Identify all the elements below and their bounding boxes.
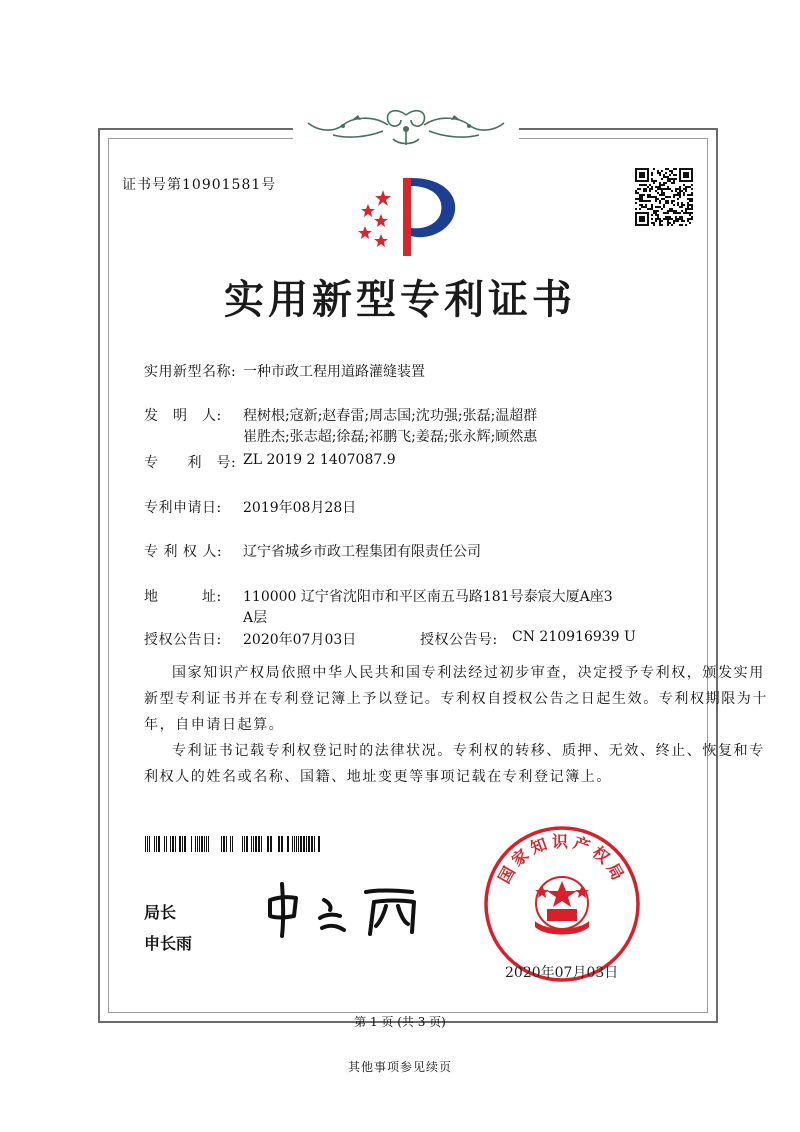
patent-number-label: 专 利 号: bbox=[144, 455, 237, 471]
handwritten-signature bbox=[262, 878, 432, 940]
seal-arc-text: 国家知识产权局 bbox=[494, 832, 630, 887]
certificate-title: 实用新型专利证书 bbox=[224, 277, 576, 323]
address-value-line2: A层 bbox=[243, 610, 268, 626]
grant-date-label: 授权公告日: bbox=[144, 632, 222, 648]
utility-model-name-label: 实用新型名称: bbox=[144, 364, 237, 380]
body-paragraph-1-line3: 年，自申请日起算。 bbox=[144, 717, 285, 733]
page-indicator: 第 1 页 (共 3 页) bbox=[354, 1015, 446, 1029]
ornament-decoration bbox=[293, 105, 519, 151]
inventors-value-line1: 程树根;寇新;赵春雷;周志国;沈功强;张磊;温超群 bbox=[243, 408, 538, 424]
body-paragraph-2-line1: 专利证书记载专利权登记时的法律状况。专利权的转移、质押、无效、终止、恢复和专 bbox=[172, 743, 765, 759]
qr-code bbox=[635, 168, 693, 226]
certificate-number: 证书号第10901581号 bbox=[122, 177, 277, 193]
official-seal bbox=[483, 825, 641, 983]
address-label: 地 址: bbox=[144, 589, 222, 605]
address-value-line1: 110000 辽宁省沈阳市和平区南五马路181号泰宸大厦A座3 bbox=[243, 589, 613, 605]
patent-number-value: ZL 2019 2 1407087.9 bbox=[243, 452, 396, 468]
patentee-label: 专 利 权 人: bbox=[144, 544, 223, 560]
filing-date-label: 专利申请日: bbox=[144, 500, 222, 516]
signatory-name: 申长雨 bbox=[144, 934, 193, 953]
svg-text:国家知识产权局 bbox=[494, 832, 629, 887]
inventors-label: 发 明 人: bbox=[144, 408, 222, 424]
patentee-value: 辽宁省城乡市政工程集团有限责任公司 bbox=[243, 544, 481, 560]
signatory-role: 局长 bbox=[144, 903, 177, 922]
grant-date-value: 2020年07月03日 bbox=[243, 632, 357, 648]
body-paragraph-2-line2: 利权人的姓名或名称、国籍、地址变更等事项记载在专利登记簿上。 bbox=[144, 769, 612, 785]
grant-number-label: 授权公告号: bbox=[420, 632, 498, 648]
barcode bbox=[145, 836, 323, 852]
body-paragraph-1-line1: 国家知识产权局依照中华人民共和国专利法经过初步审查，决定授予专利权，颁发实用 bbox=[172, 665, 765, 681]
filing-date-value: 2019年08月28日 bbox=[243, 500, 357, 516]
body-paragraph-1-line2: 新型专利证书并在专利登记簿上予以登记。专利权自授权公告之日起生效。专利权期限为十 bbox=[144, 691, 768, 707]
grant-number-value: CN 210916939 U bbox=[512, 629, 636, 645]
inventors-value-line2: 崔胜杰;张志超;徐磊;祁鹏飞;姜磊;张永辉;顾然惠 bbox=[243, 429, 538, 445]
utility-model-name-value: 一种市政工程用道路灌缝装置 bbox=[243, 364, 425, 380]
seal-date: 2020年07月03日 bbox=[505, 965, 619, 981]
patent-office-logo bbox=[353, 170, 465, 260]
footer-note: 其他事项参见续页 bbox=[347, 1060, 452, 1074]
